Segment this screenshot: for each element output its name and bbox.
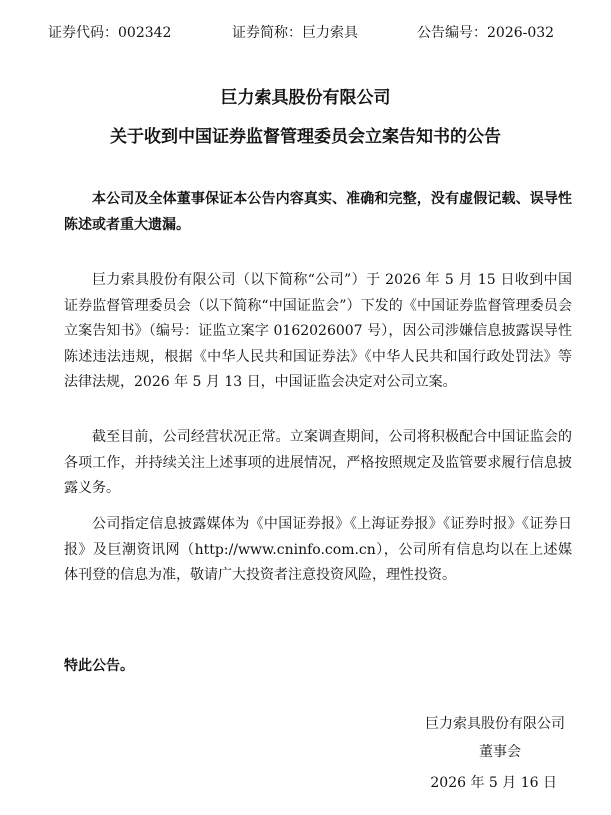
signature-date: 2026 年 5 月 16 日: [430, 775, 557, 791]
board-assurance-notice: 本公司及全体董事保证本公告内容真实、准确和完整，没有虚假记载、误导性陈述或者重大遗漏。: [64, 191, 572, 233]
announcement-title: 关于收到中国证券监督管理委员会立案告知书的公告: [110, 127, 501, 147]
signature-company: 巨力索具股份有限公司: [425, 716, 565, 732]
company-title: 巨力索具股份有限公司: [220, 88, 391, 108]
closing-statement: 特此公告。: [64, 658, 134, 674]
stock-name: 证券简称：巨力索具: [232, 25, 358, 41]
body-paragraph-2: 截至目前，公司经营状况正常。立案调查期间，公司将积极配合中国证监会的各项工作，并持续关注上述事项的进展情况，严格按照规定及监管要求履行信息披露义务。: [64, 429, 572, 496]
announcement-number: 公告编号：2026-032: [417, 25, 555, 41]
body-paragraph-1: 巨力索具股份有限公司（以下简称“公司”）于 2026 年 5 月 15 日收到中国证券监督管理委员会（以下简称“中国证监会”）下发的《中国证券监督管理委员会立案告知书》（编号：证监立案字 0162026007 号），因公司涉嫌信息披露误导性陈述违法违规，根据《中华人民共和国证券法》《中华人民共和国行政处罚法》等法律法规，2026 年 5 月 13 日，中国证监会决定对公司立案。: [64, 272, 572, 390]
stock-code: 证券代码：002342: [48, 25, 172, 41]
signature-board: 董事会: [479, 744, 521, 760]
body-paragraph-3: 公司指定信息披露媒体为《中国证券报》《上海证券报》《证券时报》《证券日报》及巨潮资讯网（http://www.cninfo.com.cn），公司所有信息均以在上述媒体刊登的信息为准，敬请广大投资者注意投资风险，理性投资。: [64, 516, 572, 583]
